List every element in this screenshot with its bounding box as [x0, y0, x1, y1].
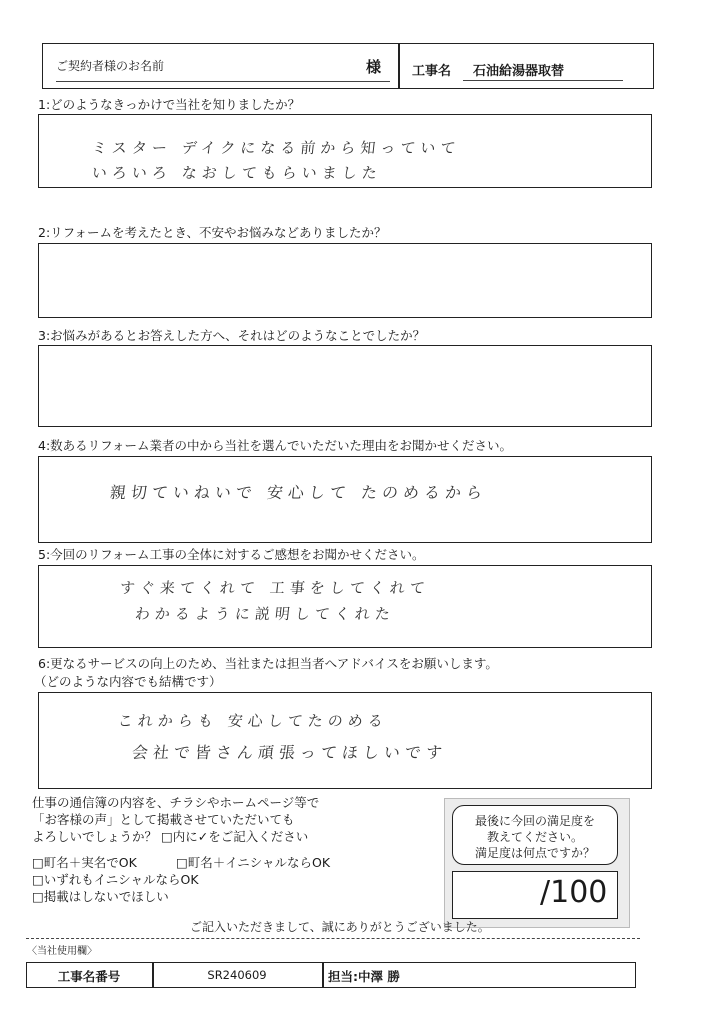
work-name-value: 石油給湯器取替	[473, 64, 565, 79]
answer-5-line-1: すぐ来てくれて 工事をしてくれて	[119, 579, 431, 597]
answer-box-3[interactable]	[38, 345, 652, 427]
publish-option-decline[interactable]: □掲載はしないでほしい	[32, 889, 169, 904]
satisfaction-prompt-line-2: 教えてください。	[486, 830, 583, 844]
office-number-label: 工事名番号	[57, 969, 121, 984]
question-3-label: 3:お悩みがあるとお答えした方へ、それはどのようなことでしたか？	[38, 328, 426, 343]
office-staff: 担当:中澤 勝	[328, 969, 400, 984]
work-name-underline	[463, 80, 623, 81]
answer-box-2[interactable]	[38, 243, 652, 318]
question-1-label: 1:どのようなきっかけで当社を知りましたか？	[38, 97, 301, 112]
answer-5-line-2: わかるように説明してくれた	[134, 605, 396, 623]
satisfaction-score-suffix: /100	[540, 875, 608, 910]
office-use-label: 〈当社使用欄〉	[27, 946, 97, 957]
work-name-label: 工事名	[412, 64, 452, 79]
header-divider	[398, 43, 400, 89]
office-divider-2	[322, 962, 324, 988]
customer-name-label: ご契約者様のお名前	[56, 59, 165, 73]
question-4-label: 4:数あるリフォーム業者の中から当社を選んでいただいた理由をお聞かせください。	[38, 438, 513, 453]
thanks-message: ご記入いただきまして、誠にありがとうございました。	[190, 920, 490, 934]
honorific: 様	[366, 58, 382, 76]
publish-intro-line-2: 「お客様の声」として掲載させていただいても	[32, 812, 295, 827]
question-6-label: 6:更なるサービスの向上のため、当社または担当者へアドバイスをお願いします。	[38, 656, 498, 671]
answer-6-line-2: 会社で皆さん頑張ってほしいです	[130, 743, 448, 762]
customer-name-field[interactable]	[56, 80, 390, 82]
publish-intro-line-1: 仕事の通信簿の内容を、チラシやホームページ等で	[32, 795, 320, 810]
publish-option-all-initials[interactable]: □いずれもイニシャルならOK	[32, 872, 199, 887]
answer-1-line-1: ミスター デイクになる前から知っていて	[91, 139, 462, 157]
dashed-divider	[26, 938, 640, 939]
office-number-value: SR240609	[207, 968, 267, 982]
answer-4-line-1: 親切ていねいで 安心して たのめるから	[108, 483, 489, 502]
question-6-sublabel: （どのような内容でも結構です）	[34, 674, 222, 689]
publish-option-initials[interactable]: □町名＋イニシャルならOK	[176, 855, 331, 870]
satisfaction-prompt-line-3: 満足度は何点ですか？	[474, 846, 595, 860]
satisfaction-prompt-line-1: 最後に今回の満足度を	[474, 814, 595, 828]
publish-intro-line-3: よろしいでしょうか？ □内に✓をご記入ください	[32, 829, 309, 844]
question-5-label: 5:今回のリフォーム工事の全体に対するご感想をお聞かせください。	[38, 547, 425, 562]
answer-6-line-1: これからも 安心してたのめる	[117, 712, 389, 730]
publish-option-fullname[interactable]: □町名＋実名でOK	[32, 855, 137, 870]
answer-1-line-2: いろいろ なおしてもらいました	[91, 164, 383, 182]
question-2-label: 2:リフォームを考えたとき、不安やお悩みなどありましたか？	[38, 225, 387, 240]
